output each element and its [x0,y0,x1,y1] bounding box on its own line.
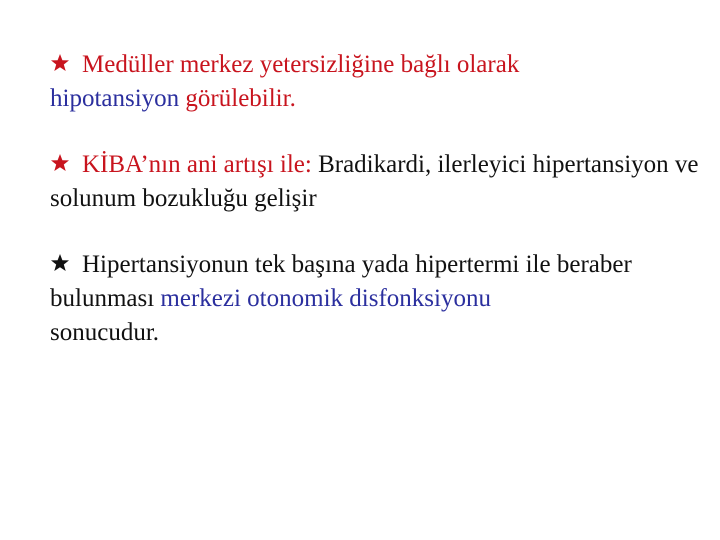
star-bullet-icon [50,148,82,182]
bullet-2-text-a: KİBA’nın ani artışı ile: [82,151,319,178]
bullet-3-text-a: Hipertansiyonun tek başına yada hipertermi ile beraber bulunması [50,251,632,312]
bullet-1-text-b: hipotansiyon [50,85,186,112]
bullet-3-text-c: sonucudur. [50,319,160,346]
bullet-1-text-a: Medüller merkez yetersizliğine bağlı olarak [82,51,520,78]
bullet-2 [50,148,700,216]
star-bullet-icon [50,248,82,282]
bullet-3-text-b: merkezi otonomik disfonksiyonu [160,285,491,312]
bullet-3 [50,248,700,350]
bullet-1-text-c: görülebilir. [185,85,296,112]
bullet-2-text-b: Bradikardi, ilerleyici hipertansiyon ve solunum bozukluğu gelişir [50,151,699,212]
bullet-1 [50,48,700,116]
star-bullet-icon [50,48,82,82]
